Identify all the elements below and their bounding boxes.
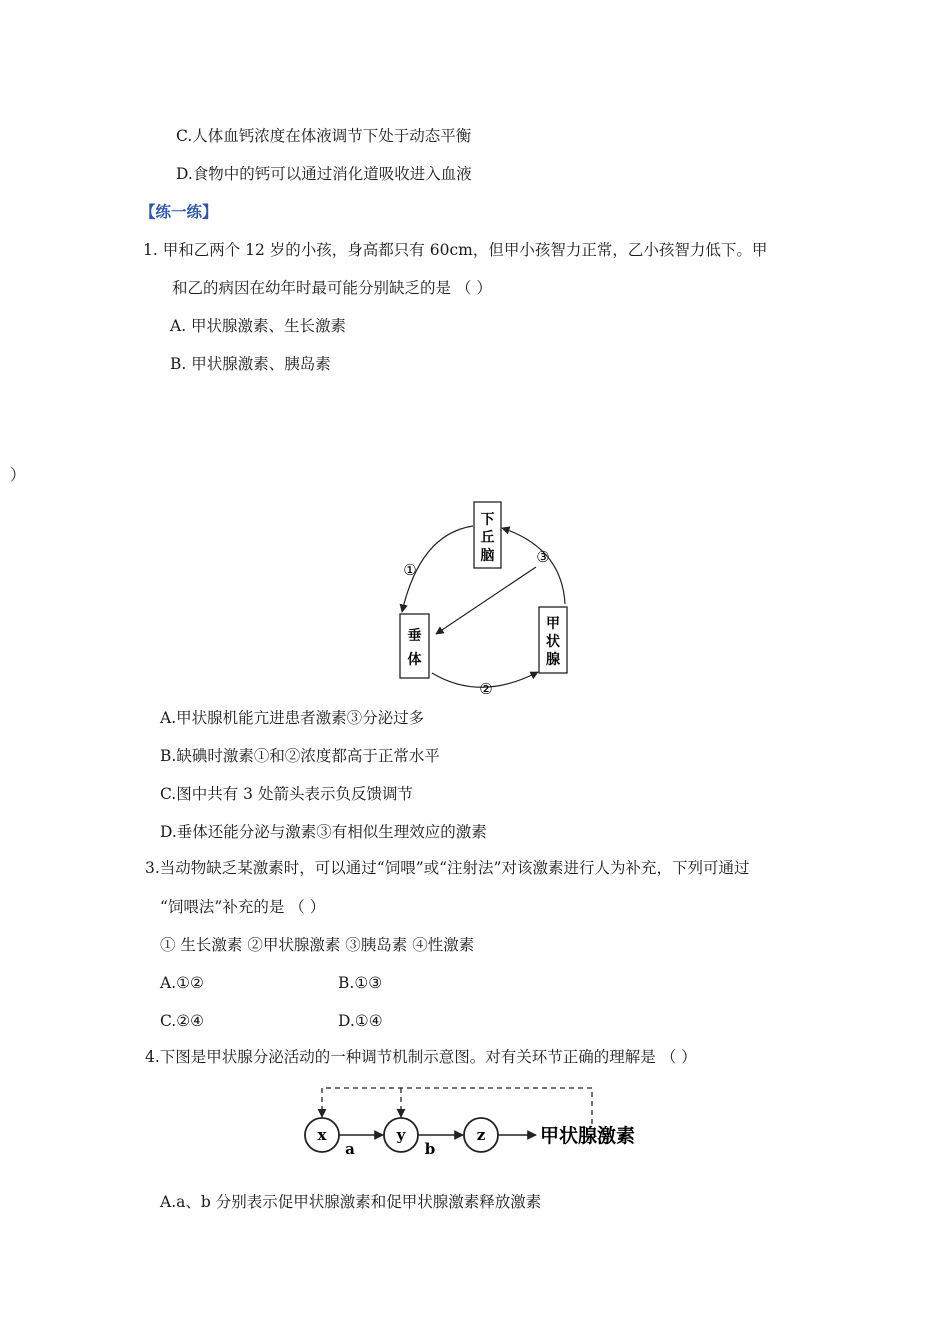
arrow-thyroid-to-hypothalamus bbox=[502, 528, 565, 604]
node-y-label: y bbox=[396, 1126, 406, 1144]
arrow-thyroid-to-pituitary bbox=[436, 567, 536, 634]
section-heading: 【练一练】 bbox=[140, 202, 218, 221]
box-thyroid-char-3: 腺 bbox=[546, 652, 560, 668]
q3-option-b: B.①③ bbox=[338, 974, 383, 992]
box-pituitary-char-2: 体 bbox=[407, 652, 422, 668]
box-thyroid-char-2: 状 bbox=[546, 634, 560, 650]
q1-option-b: B. 甲状腺激素、胰岛素 bbox=[170, 355, 331, 373]
stray-paren: ） bbox=[10, 466, 26, 484]
box-hypothalamus-char-3: 脑 bbox=[480, 548, 495, 564]
prev-option-c: C.人体血钙浓度在体液调节下处于动态平衡 bbox=[176, 127, 472, 145]
node-x-label: x bbox=[317, 1126, 327, 1144]
q1-option-a: A. 甲状腺激素、生长激素 bbox=[170, 317, 347, 335]
diagram-hpt-axis bbox=[380, 490, 580, 702]
q4-option-a: A.a、b 分别表示促甲状腺激素和促甲状腺激素释放激素 bbox=[160, 1193, 542, 1211]
q3-option-c: C.②④ bbox=[160, 1012, 205, 1030]
box-thyroid-char-1: 甲 bbox=[546, 616, 560, 632]
q2-option-b: B.缺碘时激素①和②浓度都高于正常水平 bbox=[160, 747, 440, 765]
q3-stem-line1: 3.当动物缺乏某激素时，可以通过“饲喂”或“注射法”对该激素进行人为补充，下列可通过 bbox=[145, 859, 750, 877]
q1-stem-line1: 1. 甲和乙两个 12 岁的小孩，身高都只有 60cm，但甲小孩智力正常，乙小孩智力低下。甲 bbox=[143, 241, 768, 259]
q2-option-a: A.甲状腺机能亢进患者激素③分泌过多 bbox=[160, 709, 425, 727]
q3-items: ① 生长激素 ②甲状腺激素 ③胰岛素 ④性激素 bbox=[160, 936, 475, 954]
edge-label-b: b bbox=[424, 1140, 436, 1158]
q2-option-c: C.图中共有 3 处箭头表示负反馈调节 bbox=[160, 785, 413, 803]
diagram-label-2: ② bbox=[479, 680, 493, 698]
box-hypothalamus-char-2: 丘 bbox=[480, 530, 495, 546]
node-z-label: z bbox=[476, 1126, 486, 1144]
box-hypothalamus-char-1: 下 bbox=[480, 512, 495, 528]
prev-option-d: D.食物中的钙可以通过消化道吸收进入血液 bbox=[176, 165, 472, 183]
edge-label-a: a bbox=[345, 1140, 355, 1158]
feedback-dashed-line bbox=[322, 1088, 592, 1124]
diagram-feedback-chain bbox=[300, 1080, 660, 1160]
diagram-label-3: ③ bbox=[536, 548, 550, 566]
q4-stem: 4.下图是甲状腺分泌活动的一种调节机制示意图。对有关环节正确的理解是 （ ） bbox=[145, 1048, 697, 1066]
q2-option-d: D.垂体还能分泌与激素③有相似生理效应的激素 bbox=[160, 823, 487, 841]
q3-option-a: A.①② bbox=[160, 974, 204, 992]
q3-stem-line2: “饲喂法”补充的是 （ ） bbox=[160, 898, 326, 916]
q3-option-d: D.①④ bbox=[338, 1012, 383, 1030]
box-pituitary bbox=[400, 614, 429, 678]
diagram-label-1: ① bbox=[403, 561, 417, 579]
q1-stem-line2: 和乙的病因在幼年时最可能分别缺乏的是 （ ） bbox=[172, 279, 492, 297]
output-thyroid-hormone: 甲状腺激素 bbox=[540, 1125, 636, 1147]
box-pituitary-char-1: 垂 bbox=[407, 628, 422, 644]
